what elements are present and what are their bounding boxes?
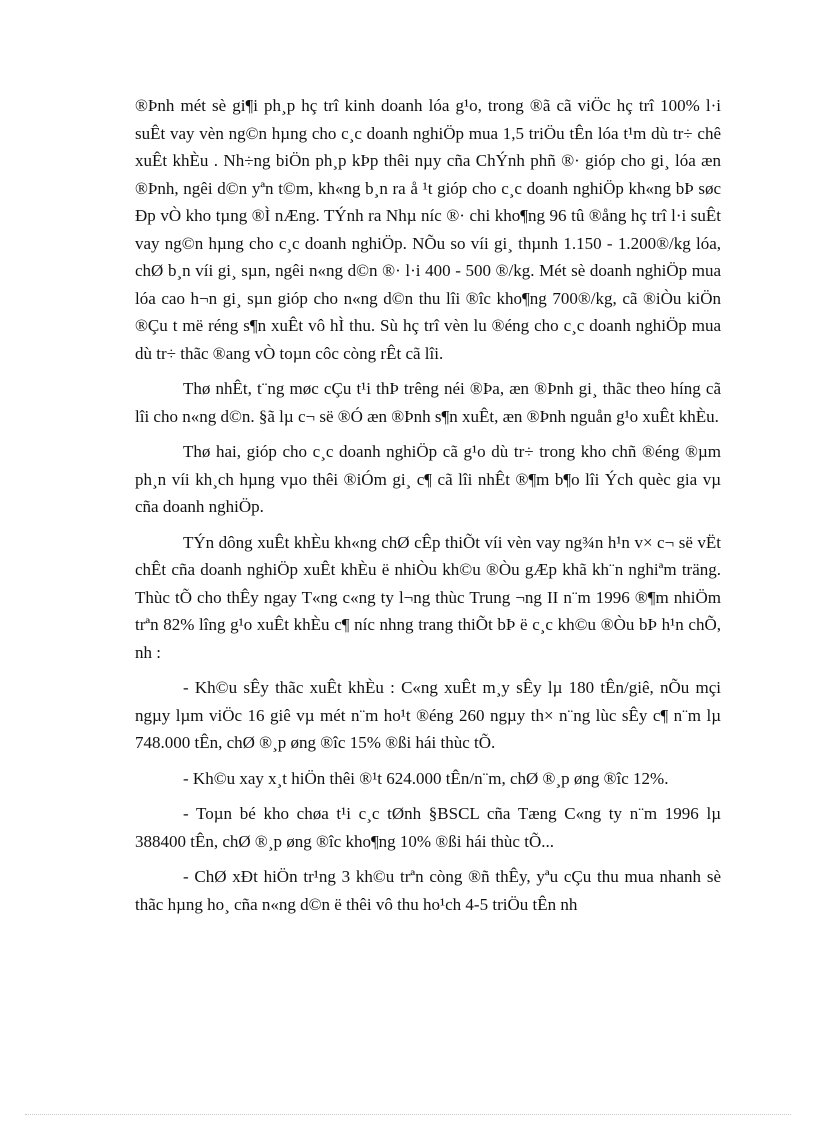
paragraph-7: - Toµn bé kho chøa t¹i c¸c tØnh §BSCL cña Tæng C«ng ty n¨m 1996 lµ 388400 tÊn, chØ ®¸p øng ®îc kho¶ng 10% ®ßi hái thùc tÕ...: [135, 804, 721, 851]
paragraph-1: ®Þnh mét sè gi¶i ph¸p hç trî kinh doanh lóa g¹o, trong ®ã cã viÖc hç trî 100% l·i suÊt vay vèn ng©n hµng cho c¸c doanh nghiÖp mua 1,5 triÖu tÊn lóa t¹m dù tr÷ chê xuÊt khÈu . Nh÷ng biÖn ph¸p kÞp thêi nµy cña ChÝnh phñ ®· gióp cho gi¸ lóa æn ®Þnh, ngêi d©n yªn t©m, kh«ng b¸n ra å ¹t gióp cho c¸c doanh nghiÖp kh«ng bÞ søc Ðp vÒ kho tµng ®Ì nÆng. TÝnh ra Nhµ níc ®· chi kho¶ng 96 tû ®ång hç trî l·i suÊt vay ng©n hµng cho c¸c doanh nghiÖp. NÕu so víi gi¸ thµnh 1.150 - 1.200®/kg lóa, chØ b¸n víi gi¸ sµn, ngêi n«ng d©n ®· l·i 400 - 500 ®/kg. Mét sè doanh nghiÖp mua lóa cao h¬n gi¸ sµn gióp cho n«ng d©n thu lîi ®îc kho¶ng 700®/kg, cã ®iÒu kiÖn ®Çu t më réng s¶n xuÊt vô hÌ thu. Sù hç trî vèn lu ®éng cho c¸c doanh nghiÖp mua dù tr÷ thãc ®ang vÒ toµn côc còng rÊt cã lîi.: [135, 96, 721, 363]
paragraph-3: Thø hai, gióp cho c¸c doanh nghiÖp cã g¹o dù tr÷ trong kho chñ ®éng ®µm ph¸n víi kh¸ch hµng vµo thêi ®iÓm gi¸ c¶ cã lîi nhÊt ®¶m b¶o lîi Ých quèc gia vµ cña doanh nghiÖp.: [135, 442, 721, 516]
body-text: [135, 92, 721, 918]
paragraph-2: Thø nhÊt, t¨ng møc cÇu t¹i thÞ trêng néi ®Þa, æn ®Þnh gi¸ thãc theo híng cã lîi cho n«ng d©n. §ã lµ c¬ së ®Ó æn ®Þnh s¶n xuÊt, æn ®Þnh nguån g¹o xuÊt khÈu.: [135, 379, 721, 426]
paragraph-5: - Kh©u sÊy thãc xuÊt khÈu : C«ng xuÊt m¸y sÊy lµ 180 tÊn/giê, nÕu mçi ngµy lµm viÖc 16 giê vµ mét n¨m ho¹t ®éng 260 ngµy th× n¨ng lùc sÊy c¶ n¨m lµ 748.000 tÊn, chØ ®¸p øng ®îc 15% ®ßi hái thùc tÕ.: [135, 678, 721, 752]
page-bottom-divider: [25, 1114, 791, 1115]
paragraph-4: TÝn dông xuÊt khÈu kh«ng chØ cÊp thiÕt víi vèn vay ng¾n h¹n v× c¬ së vËt chÊt cña doanh nghiÖp xuÊt khÈu ë nhiÒu kh©u ®Òu gÆp khã kh¨n nghiªm träng. Thùc tÕ cho thÊy ngay T«ng c«ng ty l¬ng thùc Trung ¬ng II n¨m 1996 ®¶m nhiÖm trªn 82% lîng g¹o xuÊt khÈu c¶ níc nhng trang thiÕt bÞ ë c¸c kh©u ®Òu bÞ h¹n chÕ, nh :: [135, 532, 721, 662]
paragraph-8: - ChØ xÐt hiÖn tr¹ng 3 kh©u trªn còng ®ñ thÊy, yªu cÇu thu mua nhanh sè thãc hµng ho¸ cña n«ng d©n ë thêi vô thu ho¹ch 4-5 triÖu tÊn nh: [135, 867, 721, 914]
paragraph-6: - Kh©u xay x¸t hiÖn thêi ®¹t 624.000 tÊn/n¨m, chØ ®¸p øng ®îc 12%.: [183, 768, 669, 788]
